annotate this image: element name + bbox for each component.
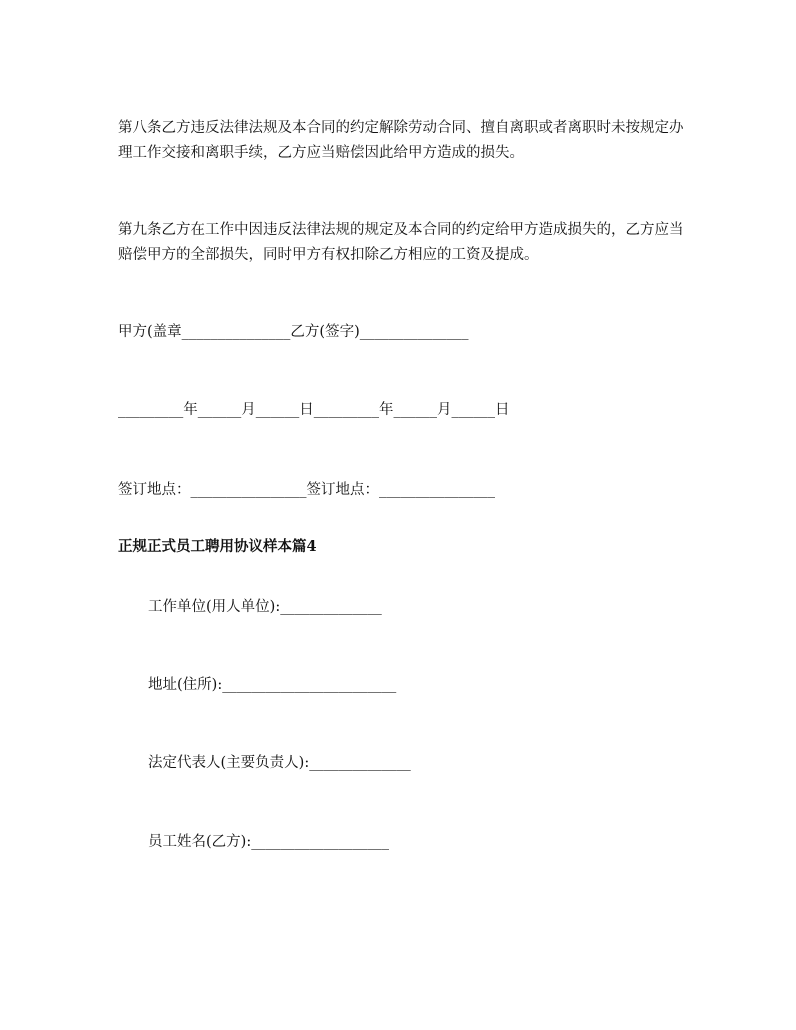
signing-place-line: 签订地点：________________签订地点：________________ [118, 482, 495, 498]
section-heading: 正规正式员工聘用协议样本篇4 [118, 538, 317, 555]
address-field: 地址(住所):________________________ [148, 677, 397, 693]
employee-name-field: 员工姓名(乙方):___________________ [148, 834, 389, 850]
signing-date-line: _________年______月______日_________年______月______日 [118, 402, 510, 418]
employer-field: 工作单位(用人单位):______________ [148, 599, 382, 615]
article-8-paragraph: 第八条乙方违反法律法规及本合同的约定解除劳动合同、擅自离职或者离职时未按规定办理工作交接和离职手续，乙方应当赔偿因此给甲方造成的损失。 [118, 120, 684, 161]
party-signature-line: 甲方(盖章_______________乙方(签字)_______________ [118, 324, 469, 340]
article-9-paragraph: 第九条乙方在工作中因违反法律法规的规定及本合同的约定给甲方造成损失的，乙方应当赔偿甲方的全部损失，同时甲方有权扣除乙方相应的工资及提成。 [118, 222, 684, 263]
legal-representative-field: 法定代表人(主要负责人):______________ [148, 755, 411, 771]
